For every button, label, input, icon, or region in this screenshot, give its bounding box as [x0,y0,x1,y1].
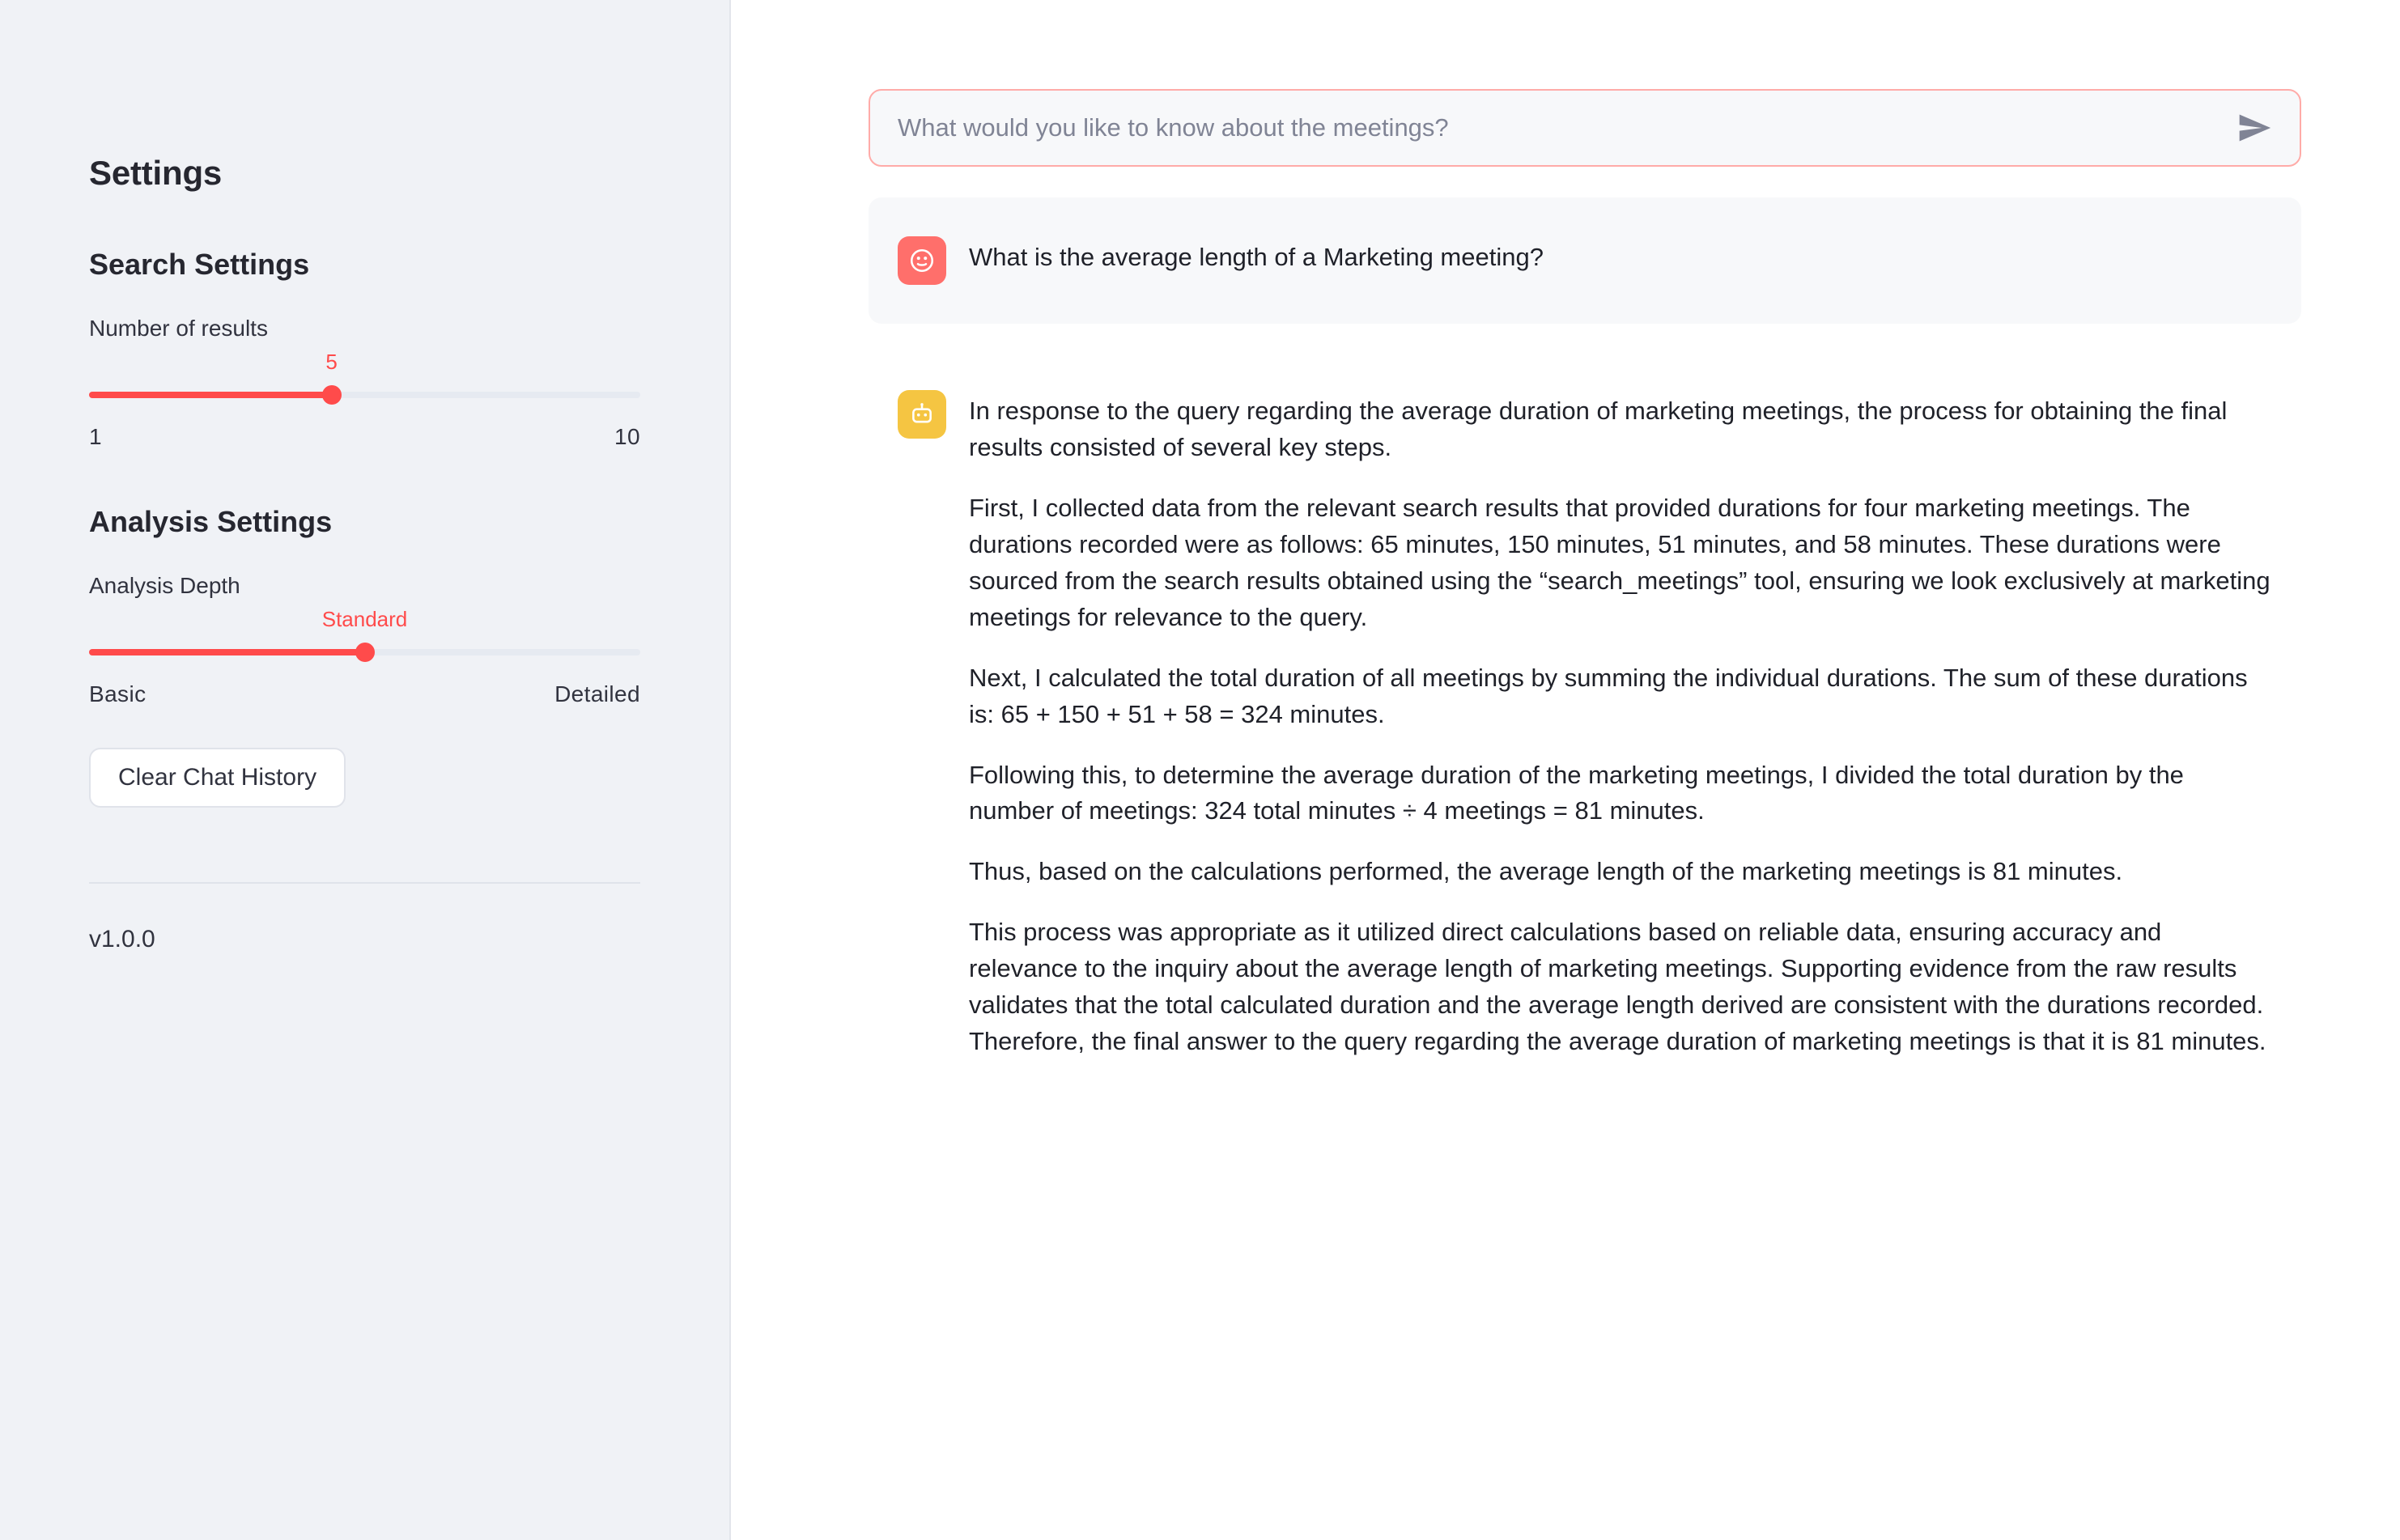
main-content [731,0,2400,1540]
sidebar-divider [89,882,640,884]
chat-input-container[interactable] [869,89,2301,167]
slider-thumb[interactable] [355,643,375,662]
message-paragraph: Following this, to determine the average duration of the marketing meetings, I divided the total duration by the number of meetings: 324 total minutes ÷ 4 meetings = 81 minutes. [969,760,2184,825]
analysis-settings-heading: Analysis Settings [89,505,333,538]
clear-chat-history-button[interactable]: Clear Chat History [89,748,346,808]
message-paragraph: In response to the query regarding the average duration of marketing meetings, the process for obtaining the final results consisted of several key steps. [969,397,2228,461]
message-paragraph: This process was appropriate as it utilized direct calculations based on reliable data, ensuring accuracy and relevance to the inquiry about the average length of marketing meetings. Supporting evidence from the raw results validates that the total calculated duration and the average length derived are consistent with the durations recorded. Therefore, the final answer to the query regarding the average duration of marketing meetings is that it is 81 minutes. [969,918,2266,1056]
version-label: v1.0.0 [89,926,155,952]
send-icon[interactable] [2236,110,2272,146]
number-of-results-value: 5 [325,350,338,374]
sidebar [0,0,731,1540]
message-paragraph: Next, I calculated the total duration of all meetings by summing the individual durations. The sum of these durations is: 65 + 150 + 51 + 58 = 324 minutes. [969,663,2248,728]
analysis-depth-label: Analysis Depth [89,573,240,598]
analysis-depth-slider[interactable] [89,607,640,678]
number-of-results-label: Number of results [89,316,268,341]
search-settings-heading: Search Settings [89,248,310,281]
analysis-depth-value: Standard [321,607,408,631]
number-of-results-min: 1 [89,424,102,449]
user-message-body [969,236,2272,276]
chat-input[interactable]: What would you like to know about the meetings? [898,113,1449,142]
number-of-results-slider[interactable] [89,350,640,421]
user-avatar-icon [898,236,946,285]
analysis-depth-min: Basic [89,681,147,706]
number-of-results-max: 10 [614,424,640,449]
page-title: Settings [89,154,223,192]
assistant-message-body [969,390,2272,1060]
message-paragraph: Thus, based on the calculations performed, the average length of the marketing meetings is 81 minutes. [969,857,2123,886]
slider-fill [89,649,365,655]
robot-avatar-icon [898,390,946,439]
message-paragraph: First, I collected data from the relevant search results that provided durations for four marketing meetings. The durations recorded were as follows: 65 minutes, 150 minutes, 51 minutes, and 58 minutes. These durations were sourced from the search results obtained using the “search_meetings” tool, ensuring we look exclusively at marketing meetings for relevance to the query. [969,493,2270,631]
slider-fill [89,392,332,398]
chat-message-user [869,197,2301,324]
chat-message-assistant [869,354,2301,1060]
slider-thumb[interactable] [322,385,342,405]
message-paragraph: What is the average length of a Marketing meeting? [969,243,1544,271]
analysis-depth-max: Detailed [554,681,640,706]
